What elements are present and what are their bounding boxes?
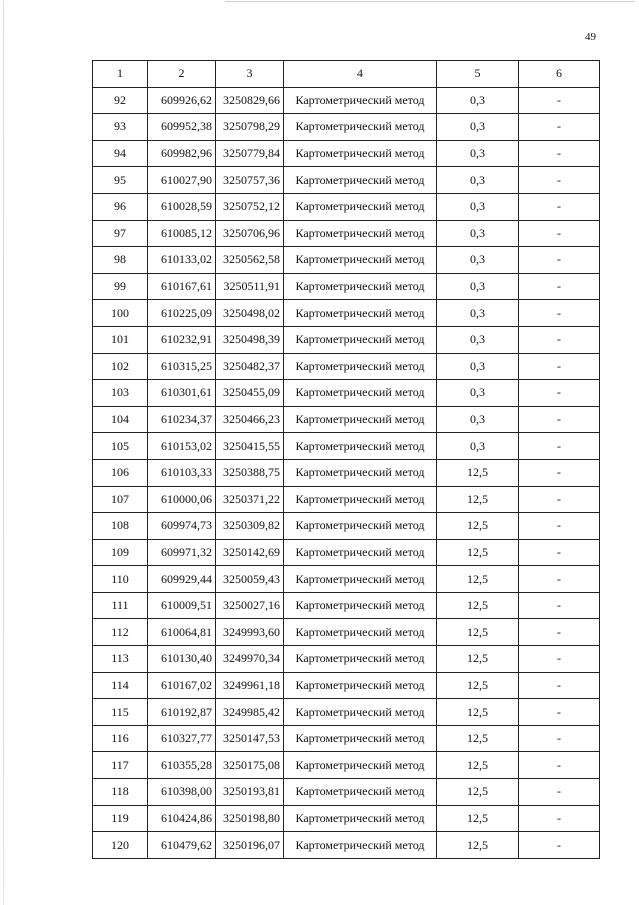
coordinates-table bbox=[92, 60, 600, 859]
table-row bbox=[93, 273, 600, 300]
point-number-cell: 114 bbox=[93, 672, 148, 699]
method-cell: Картометрический метод bbox=[284, 752, 437, 779]
column-header-description: 6 bbox=[519, 61, 600, 88]
description-cell: - bbox=[519, 220, 600, 247]
table-row bbox=[93, 752, 600, 779]
x-coordinate-cell: 610424,86 bbox=[148, 805, 216, 832]
accuracy-cell: 12,5 bbox=[437, 699, 519, 726]
table-row bbox=[93, 353, 600, 380]
point-number-cell: 105 bbox=[93, 433, 148, 460]
accuracy-cell: 0,3 bbox=[437, 353, 519, 380]
x-coordinate-cell: 610028,59 bbox=[148, 193, 216, 220]
accuracy-cell: 12,5 bbox=[437, 459, 519, 486]
table-row bbox=[93, 459, 600, 486]
x-coordinate-cell: 610153,02 bbox=[148, 433, 216, 460]
point-number-cell: 108 bbox=[93, 513, 148, 540]
method-cell: Картометрический метод bbox=[284, 805, 437, 832]
table-row bbox=[93, 114, 600, 141]
table-row bbox=[93, 832, 600, 859]
table-row bbox=[93, 725, 600, 752]
y-coordinate-cell: 3250388,75 bbox=[216, 459, 284, 486]
x-coordinate-cell: 609929,44 bbox=[148, 566, 216, 593]
point-number-cell: 113 bbox=[93, 646, 148, 673]
point-number-cell: 117 bbox=[93, 752, 148, 779]
description-cell: - bbox=[519, 539, 600, 566]
point-number-cell: 92 bbox=[93, 87, 148, 114]
method-cell: Картометрический метод bbox=[284, 513, 437, 540]
accuracy-cell: 0,3 bbox=[437, 433, 519, 460]
y-coordinate-cell: 3250757,36 bbox=[216, 167, 284, 194]
description-cell: - bbox=[519, 725, 600, 752]
x-coordinate-cell: 610301,61 bbox=[148, 380, 216, 407]
y-coordinate-cell: 3250415,55 bbox=[216, 433, 284, 460]
accuracy-cell: 0,3 bbox=[437, 167, 519, 194]
x-coordinate-cell: 610192,87 bbox=[148, 699, 216, 726]
y-coordinate-cell: 3250798,29 bbox=[216, 114, 284, 141]
method-cell: Картометрический метод bbox=[284, 539, 437, 566]
x-coordinate-cell: 610315,25 bbox=[148, 353, 216, 380]
column-header-point-number: 1 bbox=[93, 61, 148, 88]
y-coordinate-cell: 3250498,39 bbox=[216, 326, 284, 353]
description-cell: - bbox=[519, 87, 600, 114]
point-number-cell: 100 bbox=[93, 300, 148, 327]
y-coordinate-cell: 3250752,12 bbox=[216, 193, 284, 220]
accuracy-cell: 12,5 bbox=[437, 805, 519, 832]
table-row bbox=[93, 513, 600, 540]
table-body bbox=[93, 87, 600, 858]
x-coordinate-cell: 609971,32 bbox=[148, 539, 216, 566]
point-number-cell: 103 bbox=[93, 380, 148, 407]
description-cell: - bbox=[519, 326, 600, 353]
description-cell: - bbox=[519, 513, 600, 540]
table-row bbox=[93, 433, 600, 460]
accuracy-cell: 12,5 bbox=[437, 779, 519, 806]
accuracy-cell: 12,5 bbox=[437, 539, 519, 566]
description-cell: - bbox=[519, 114, 600, 141]
method-cell: Картометрический метод bbox=[284, 193, 437, 220]
method-cell: Картометрический метод bbox=[284, 273, 437, 300]
description-cell: - bbox=[519, 646, 600, 673]
point-number-cell: 99 bbox=[93, 273, 148, 300]
table-row bbox=[93, 193, 600, 220]
x-coordinate-cell: 610009,51 bbox=[148, 592, 216, 619]
accuracy-cell: 12,5 bbox=[437, 592, 519, 619]
table-row bbox=[93, 619, 600, 646]
y-coordinate-cell: 3250309,82 bbox=[216, 513, 284, 540]
method-cell: Картометрический метод bbox=[284, 779, 437, 806]
description-cell: - bbox=[519, 486, 600, 513]
description-cell: - bbox=[519, 300, 600, 327]
table-row bbox=[93, 566, 600, 593]
scan-edge-left bbox=[3, 0, 4, 905]
point-number-cell: 102 bbox=[93, 353, 148, 380]
table-row bbox=[93, 300, 600, 327]
description-cell: - bbox=[519, 459, 600, 486]
point-number-cell: 119 bbox=[93, 805, 148, 832]
accuracy-cell: 12,5 bbox=[437, 486, 519, 513]
point-number-cell: 94 bbox=[93, 140, 148, 167]
point-number-cell: 110 bbox=[93, 566, 148, 593]
method-cell: Картометрический метод bbox=[284, 725, 437, 752]
y-coordinate-cell: 3250193,81 bbox=[216, 779, 284, 806]
x-coordinate-cell: 610234,37 bbox=[148, 406, 216, 433]
x-coordinate-cell: 610064,81 bbox=[148, 619, 216, 646]
method-cell: Картометрический метод bbox=[284, 699, 437, 726]
table-row bbox=[93, 247, 600, 274]
method-cell: Картометрический метод bbox=[284, 832, 437, 859]
table-row bbox=[93, 672, 600, 699]
table-row bbox=[93, 220, 600, 247]
description-cell: - bbox=[519, 140, 600, 167]
y-coordinate-cell: 3250027,16 bbox=[216, 592, 284, 619]
y-coordinate-cell: 3250147,53 bbox=[216, 725, 284, 752]
y-coordinate-cell: 3250829,66 bbox=[216, 87, 284, 114]
column-header-method: 4 bbox=[284, 61, 437, 88]
accuracy-cell: 12,5 bbox=[437, 646, 519, 673]
method-cell: Картометрический метод bbox=[284, 459, 437, 486]
y-coordinate-cell: 3250198,80 bbox=[216, 805, 284, 832]
table-row bbox=[93, 646, 600, 673]
x-coordinate-cell: 610225,09 bbox=[148, 300, 216, 327]
accuracy-cell: 0,3 bbox=[437, 140, 519, 167]
description-cell: - bbox=[519, 699, 600, 726]
table-row bbox=[93, 592, 600, 619]
y-coordinate-cell: 3250706,96 bbox=[216, 220, 284, 247]
y-coordinate-cell: 3249985,42 bbox=[216, 699, 284, 726]
y-coordinate-cell: 3250779,84 bbox=[216, 140, 284, 167]
accuracy-cell: 0,3 bbox=[437, 300, 519, 327]
y-coordinate-cell: 3249970,34 bbox=[216, 646, 284, 673]
table-row bbox=[93, 779, 600, 806]
point-number-cell: 97 bbox=[93, 220, 148, 247]
accuracy-cell: 0,3 bbox=[437, 114, 519, 141]
x-coordinate-cell: 610167,02 bbox=[148, 672, 216, 699]
point-number-cell: 115 bbox=[93, 699, 148, 726]
column-header-x: 2 bbox=[148, 61, 216, 88]
x-coordinate-cell: 609974,73 bbox=[148, 513, 216, 540]
description-cell: - bbox=[519, 832, 600, 859]
accuracy-cell: 0,3 bbox=[437, 406, 519, 433]
accuracy-cell: 0,3 bbox=[437, 247, 519, 274]
description-cell: - bbox=[519, 672, 600, 699]
x-coordinate-cell: 610000,06 bbox=[148, 486, 216, 513]
description-cell: - bbox=[519, 353, 600, 380]
description-cell: - bbox=[519, 805, 600, 832]
method-cell: Картометрический метод bbox=[284, 406, 437, 433]
scan-edge-top bbox=[225, 1, 635, 2]
table-row bbox=[93, 406, 600, 433]
description-cell: - bbox=[519, 406, 600, 433]
method-cell: Картометрический метод bbox=[284, 566, 437, 593]
description-cell: - bbox=[519, 592, 600, 619]
x-coordinate-cell: 610027,90 bbox=[148, 167, 216, 194]
table-row bbox=[93, 539, 600, 566]
column-header-accuracy: 5 bbox=[437, 61, 519, 88]
x-coordinate-cell: 610232,91 bbox=[148, 326, 216, 353]
point-number-cell: 107 bbox=[93, 486, 148, 513]
point-number-cell: 116 bbox=[93, 725, 148, 752]
y-coordinate-cell: 3250371,22 bbox=[216, 486, 284, 513]
method-cell: Картометрический метод bbox=[284, 326, 437, 353]
y-coordinate-cell: 3250059,43 bbox=[216, 566, 284, 593]
accuracy-cell: 12,5 bbox=[437, 672, 519, 699]
point-number-cell: 101 bbox=[93, 326, 148, 353]
y-coordinate-cell: 3250175,08 bbox=[216, 752, 284, 779]
accuracy-cell: 0,3 bbox=[437, 326, 519, 353]
description-cell: - bbox=[519, 193, 600, 220]
x-coordinate-cell: 609926,62 bbox=[148, 87, 216, 114]
point-number-cell: 106 bbox=[93, 459, 148, 486]
method-cell: Картометрический метод bbox=[284, 486, 437, 513]
y-coordinate-cell: 3250511,91 bbox=[216, 273, 284, 300]
method-cell: Картометрический метод bbox=[284, 140, 437, 167]
method-cell: Картометрический метод bbox=[284, 646, 437, 673]
y-coordinate-cell: 3250455,09 bbox=[216, 380, 284, 407]
x-coordinate-cell: 610085,12 bbox=[148, 220, 216, 247]
table-row bbox=[93, 167, 600, 194]
table-row bbox=[93, 486, 600, 513]
method-cell: Картометрический метод bbox=[284, 247, 437, 274]
accuracy-cell: 12,5 bbox=[437, 725, 519, 752]
accuracy-cell: 0,3 bbox=[437, 87, 519, 114]
point-number-cell: 95 bbox=[93, 167, 148, 194]
table-row bbox=[93, 326, 600, 353]
point-number-cell: 118 bbox=[93, 779, 148, 806]
method-cell: Картометрический метод bbox=[284, 672, 437, 699]
table-row bbox=[93, 699, 600, 726]
page-number: 49 bbox=[585, 31, 596, 43]
point-number-cell: 93 bbox=[93, 114, 148, 141]
point-number-cell: 112 bbox=[93, 619, 148, 646]
description-cell: - bbox=[519, 779, 600, 806]
accuracy-cell: 0,3 bbox=[437, 220, 519, 247]
y-coordinate-cell: 3250482,37 bbox=[216, 353, 284, 380]
x-coordinate-cell: 610327,77 bbox=[148, 725, 216, 752]
accuracy-cell: 12,5 bbox=[437, 752, 519, 779]
accuracy-cell: 12,5 bbox=[437, 832, 519, 859]
description-cell: - bbox=[519, 273, 600, 300]
accuracy-cell: 0,3 bbox=[437, 380, 519, 407]
x-coordinate-cell: 610398,00 bbox=[148, 779, 216, 806]
accuracy-cell: 0,3 bbox=[437, 273, 519, 300]
description-cell: - bbox=[519, 619, 600, 646]
y-coordinate-cell: 3250142,69 bbox=[216, 539, 284, 566]
y-coordinate-cell: 3249961,18 bbox=[216, 672, 284, 699]
accuracy-cell: 12,5 bbox=[437, 513, 519, 540]
table-row bbox=[93, 380, 600, 407]
table-row bbox=[93, 805, 600, 832]
method-cell: Картометрический метод bbox=[284, 220, 437, 247]
x-coordinate-cell: 610133,02 bbox=[148, 247, 216, 274]
description-cell: - bbox=[519, 167, 600, 194]
point-number-cell: 98 bbox=[93, 247, 148, 274]
point-number-cell: 109 bbox=[93, 539, 148, 566]
y-coordinate-cell: 3250498,02 bbox=[216, 300, 284, 327]
column-header-y: 3 bbox=[216, 61, 284, 88]
method-cell: Картометрический метод bbox=[284, 167, 437, 194]
y-coordinate-cell: 3249993,60 bbox=[216, 619, 284, 646]
y-coordinate-cell: 3250562,58 bbox=[216, 247, 284, 274]
method-cell: Картометрический метод bbox=[284, 619, 437, 646]
method-cell: Картометрический метод bbox=[284, 87, 437, 114]
description-cell: - bbox=[519, 752, 600, 779]
method-cell: Картометрический метод bbox=[284, 300, 437, 327]
method-cell: Картометрический метод bbox=[284, 380, 437, 407]
accuracy-cell: 12,5 bbox=[437, 619, 519, 646]
description-cell: - bbox=[519, 247, 600, 274]
x-coordinate-cell: 609952,38 bbox=[148, 114, 216, 141]
x-coordinate-cell: 610130,40 bbox=[148, 646, 216, 673]
accuracy-cell: 12,5 bbox=[437, 566, 519, 593]
method-cell: Картометрический метод bbox=[284, 433, 437, 460]
x-coordinate-cell: 609982,96 bbox=[148, 140, 216, 167]
point-number-cell: 96 bbox=[93, 193, 148, 220]
point-number-cell: 104 bbox=[93, 406, 148, 433]
x-coordinate-cell: 610479,62 bbox=[148, 832, 216, 859]
y-coordinate-cell: 3250196,07 bbox=[216, 832, 284, 859]
table-header-row bbox=[93, 61, 600, 88]
description-cell: - bbox=[519, 566, 600, 593]
description-cell: - bbox=[519, 380, 600, 407]
x-coordinate-cell: 610167,61 bbox=[148, 273, 216, 300]
x-coordinate-cell: 610103,33 bbox=[148, 459, 216, 486]
description-cell: - bbox=[519, 433, 600, 460]
y-coordinate-cell: 3250466,23 bbox=[216, 406, 284, 433]
point-number-cell: 120 bbox=[93, 832, 148, 859]
method-cell: Картометрический метод bbox=[284, 353, 437, 380]
table-row bbox=[93, 140, 600, 167]
x-coordinate-cell: 610355,28 bbox=[148, 752, 216, 779]
table-row bbox=[93, 87, 600, 114]
accuracy-cell: 0,3 bbox=[437, 193, 519, 220]
point-number-cell: 111 bbox=[93, 592, 148, 619]
method-cell: Картометрический метод bbox=[284, 592, 437, 619]
method-cell: Картометрический метод bbox=[284, 114, 437, 141]
